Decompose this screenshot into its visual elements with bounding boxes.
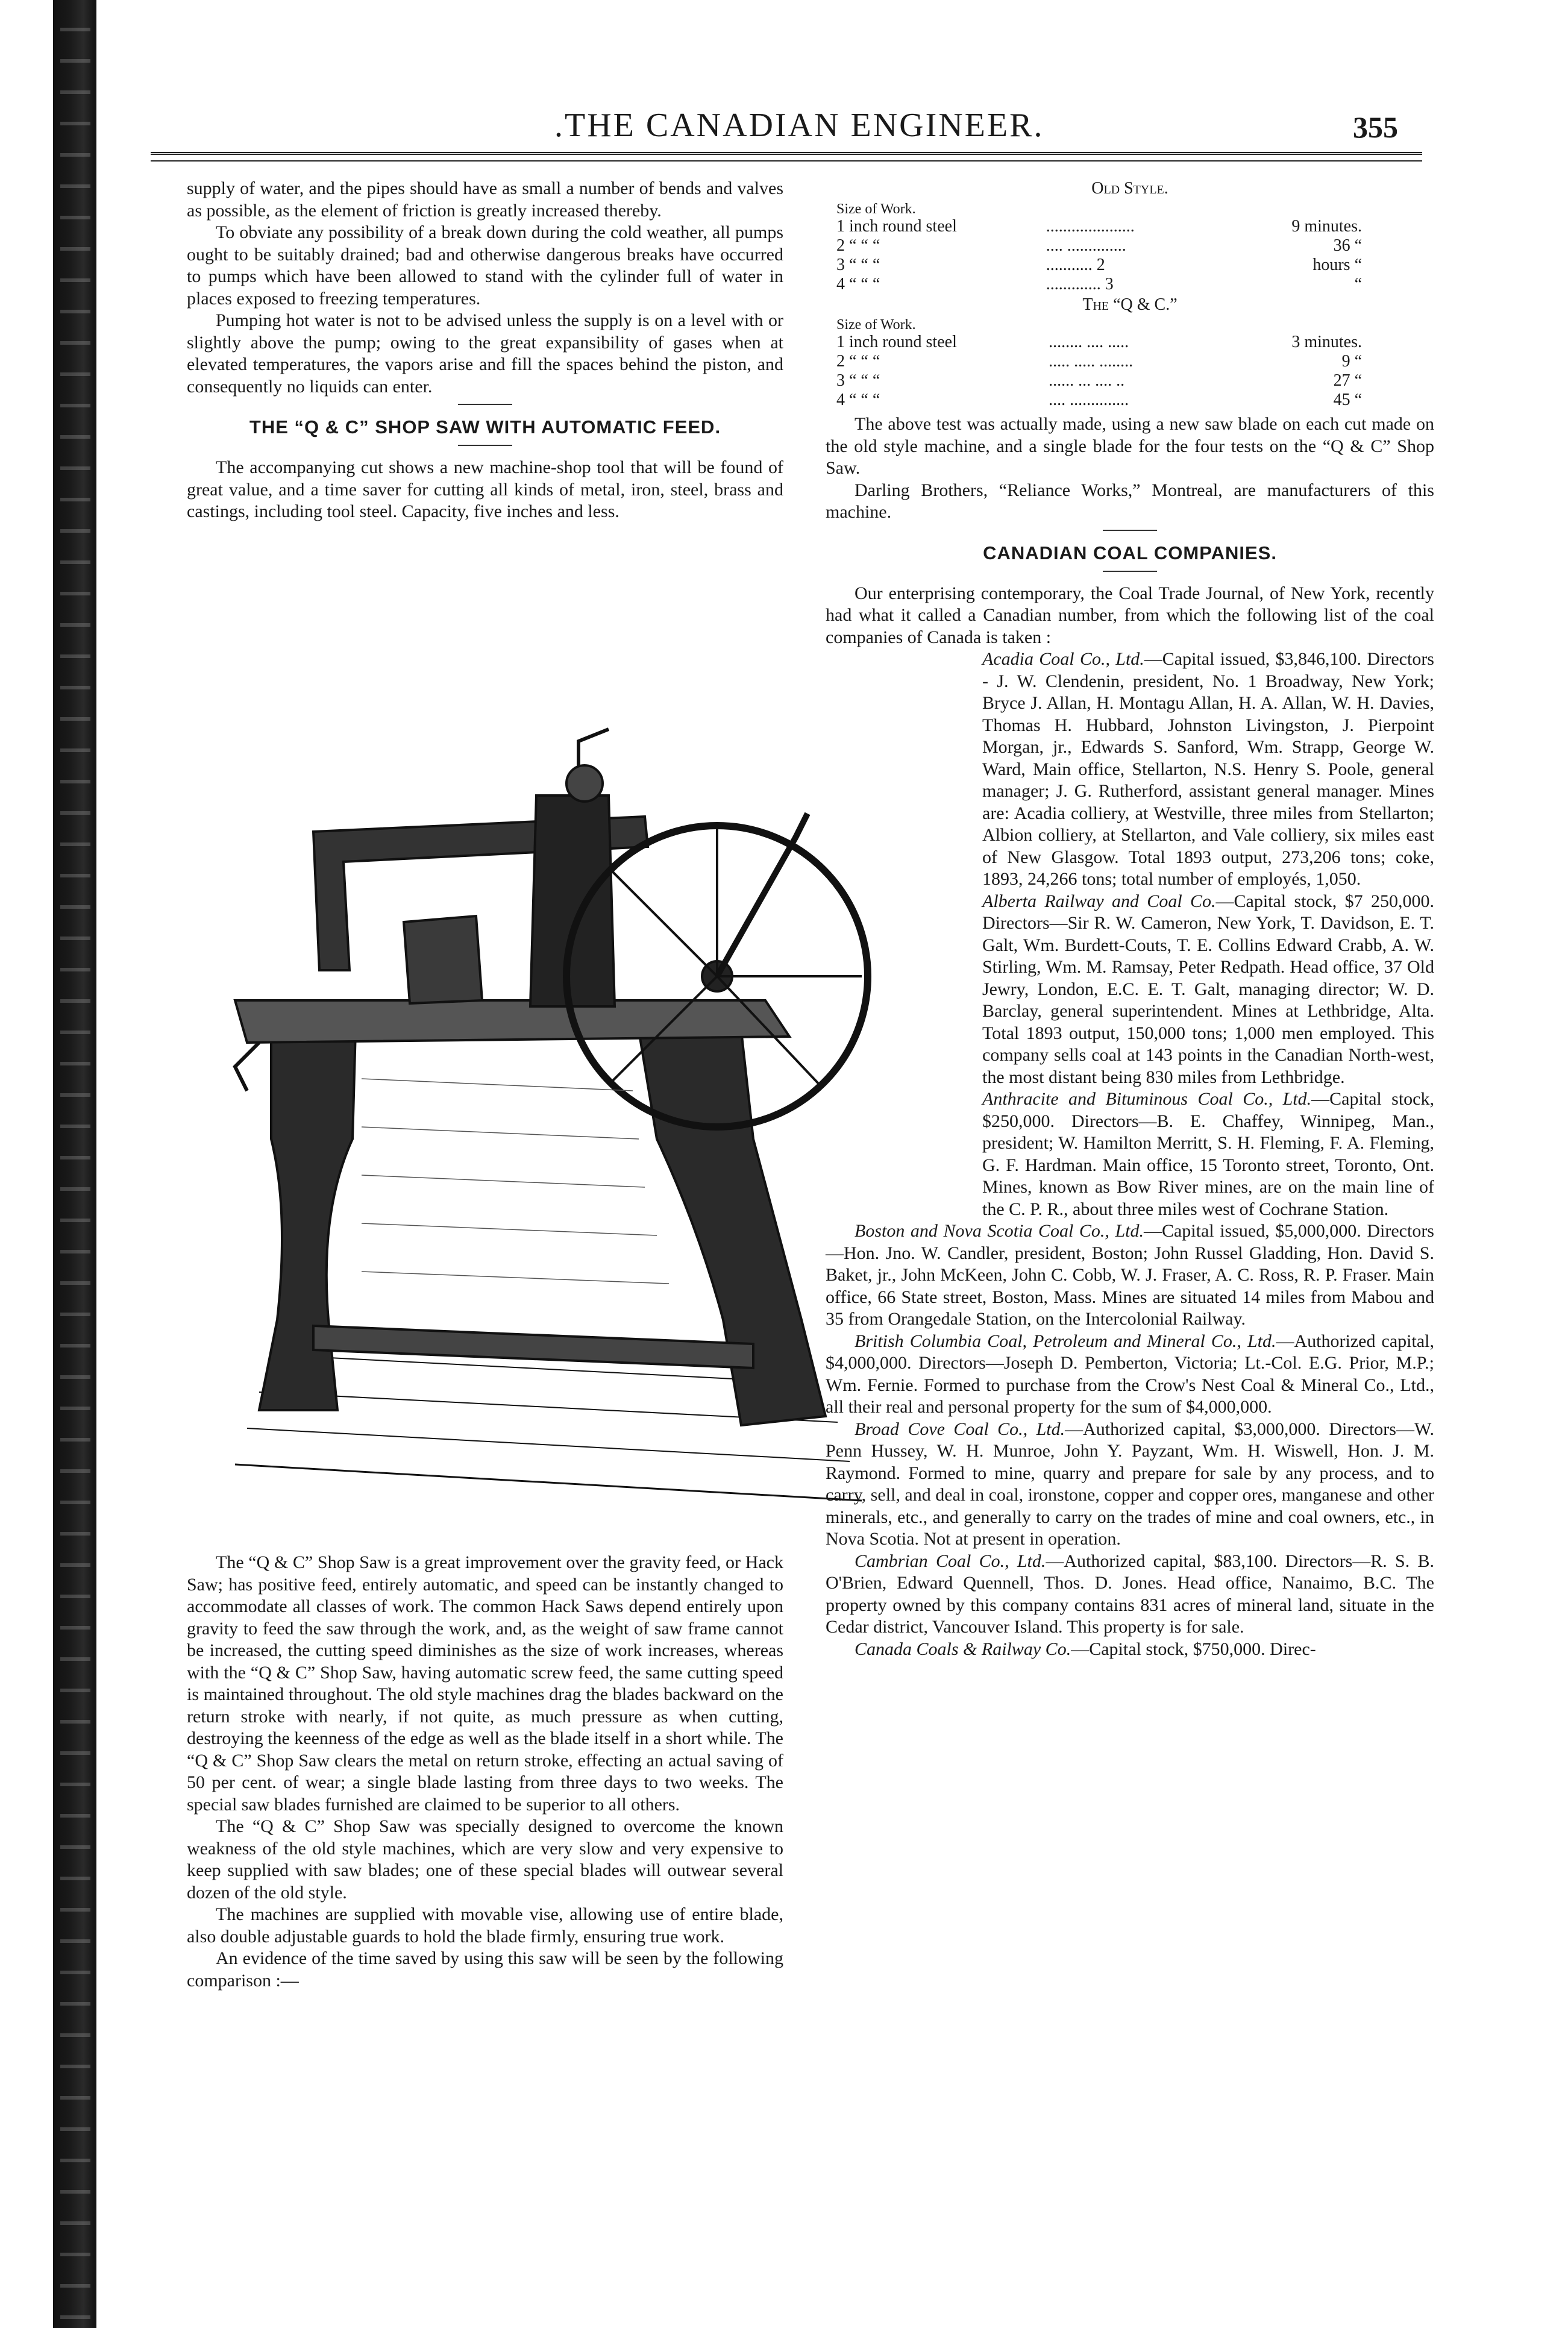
table-row: 4 “ “ “ ............. 3 “: [836, 274, 1362, 293]
left-column-bottom: [187, 1552, 783, 1992]
company-name: Canada Coals & Railway Co.: [855, 1639, 1071, 1659]
company-name: Alberta Railway and Coal Co.: [982, 891, 1216, 911]
entry-british-columbia: British Columbia Coal, Petroleum and Mineral Co., Ltd.—Authorized capital, $4,000,000. Directors—Joseph D. Pemberton, Victoria; Lt.-Col. E.G. Prior, M.P.; Wm. Fernie. Formed to purchase from the Crow's Nest Coal & Mineral Co., Ltd., all their real and personal property for the sum of $4,000,000.: [826, 1331, 1434, 1417]
upright-column: [530, 795, 615, 1006]
section-divider: [458, 404, 512, 405]
vise-crank: [235, 1043, 259, 1091]
paragraph-designed: The “Q & C” Shop Saw was specially designed to overcome the known weakness of the old style machines, which are very slow and very expensive to keep supplied with saw blades; one of these special blades will outwear several dozen of the old style.: [187, 1816, 783, 1903]
section-divider: [458, 445, 512, 446]
size-of-work-label: Size of Work.: [836, 317, 916, 333]
company-name: Boston and Nova Scotia Coal Co., Ltd.: [855, 1221, 1144, 1241]
old-style-heading: Old Style.: [1091, 179, 1168, 198]
company-name: British Columbia Coal, Petroleum and Mineral Co., Ltd.: [855, 1331, 1276, 1351]
binding-texture: [60, 0, 90, 2328]
table-row: 2 “ “ “ ..... ..... ........ 9 “: [836, 352, 1362, 371]
entry-canada-coals: Canada Coals & Railway Co.—Capital stock, $750,000. Direc-: [855, 1639, 1316, 1659]
paragraph-pumps-supply: supply of water, and the pipes should have as small a number of bends and valves as possible, as the element of friction is greatly increased thereby.: [187, 178, 783, 221]
shop-saw-engraving: [223, 717, 880, 1555]
vise: [404, 916, 482, 1003]
article-heading-coal: CANADIAN COAL COMPANIES.: [983, 542, 1277, 563]
lever-handle: [717, 814, 808, 976]
table-row: 1 inch round steel ........ .... ..... 3 minutes.: [836, 333, 1362, 351]
header-rule: [151, 152, 1422, 155]
paragraph-darling: Darling Brothers, “Reliance Works,” Montreal, are manufacturers of this machine.: [826, 480, 1434, 522]
entry-acadia: Acadia Coal Co., Ltd.—Capital issued, $3,846,100. Directors - J. W. Clendenin, president, No. 1 Broadway, New York; Bryce J. Allan, H. Montagu Allan, H. A. Allan, W. H. Davies, Thomas H. Hubbard, Johnston Livingston, J. Pierpoint Morgan, jr., Edwards S. Sanford, Wm. Strapp, George W. Ward, Main office, Stellarton, N.S. Henry S. Poole, general manager; J. G. Rutherford, assistant general manager. Mines are: Acadia colliery, at Westville, three miles from Stellarton; Albion colliery, at Stellarton, and Vale colliery, six miles east of New Glasgow. Total 1893 output, 273,206 tons; coke, 1893, 24,266 tons; total number of employés, 1,050.: [982, 649, 1434, 889]
entry-boston: Boston and Nova Scotia Coal Co., Ltd.—Capital issued, $5,000,000. Directors—Hon. Jno. W. Candler, president, Boston; John Russel Gladding, Hon. David S. Baket, jr., John McKeen, John C. Cobb, W. J. Fraser, A. C. Ross, R. P. Fraser. Main office, 66 State street, Boston, Mass. Mines are situated 14 miles from Mabou and 35 from Orangedale Station, on the Intercolonial Railway.: [826, 1221, 1434, 1329]
paragraph-improvement: The “Q & C” Shop Saw is a great improvement over the gravity feed, or Hack Saw; has positive feed, entirely automatic, and speed can be instantly changed to accommodate all classes of work. The common Hack Saws depend entirely upon gravity to feed the saw through the work, and, as the weight of saw frame cannot be increased, the cutting speed diminishes as the size of work increases, whereas with the “Q & C” Shop Saw, having automatic screw feed, the same cutting speed is maintained throughout. The old style machines drag the blades backward on the return stroke with nearly, if not quite, as much pressure as when cutting, destroying the keenness of the edge as well as the blade itself in a short while. The “Q & C” Shop Saw clears the metal on return stroke, effecting an actual saving of 50 per cent. of wear; a single blade lasting from three days to two weeks. The special saw blades furnished are claimed to be superior to all others.: [187, 1552, 783, 1815]
section-divider: [1103, 530, 1157, 531]
left-leg: [259, 1031, 356, 1410]
article-heading-shop-saw: THE “Q & C” SHOP SAW WITH AUTOMATIC FEED.: [249, 416, 721, 438]
paragraph-movable-vise: The machines are supplied with movable vise, allowing use of entire blade, also double adjustable guards to hold the blade firmly, ensuring true work.: [187, 1904, 783, 1947]
table-row: 1 inch round steel ..................... 9 minutes.: [836, 216, 1362, 236]
page-number: 355: [1353, 110, 1398, 144]
table-row: 3 “ “ “ ...... ... .... .. 27 “: [836, 371, 1362, 390]
company-name: Broad Cove Coal Co., Ltd.: [855, 1419, 1065, 1439]
company-name: Acadia Coal Co., Ltd.: [982, 649, 1144, 669]
entry-broad-cove: Broad Cove Coal Co., Ltd.—Authorized capital, $3,000,000. Directors—W. Penn Hussey, W. H. Munroe, John Y. Payzant, Wm. H. Wiswell, Hon. J. M. Raymond. Formed to mine, quarry and prepare for sale by any process, and to carry, sell, and deal in coal, ironstone, copper and copper ores, manganese and other minerals, etc., and generally to carry on the trades of mine and coal owners, etc., in Nova Scotia. Not at present in operation.: [826, 1419, 1435, 1549]
paragraph-test: The above test was actually made, using a new saw blade on each cut made on the old style machine, and a single blade for the four tests on the “Q & C” Shop Saw.: [826, 414, 1434, 478]
left-column-top: [187, 178, 783, 523]
paragraph-evidence: An evidence of the time saved by using this saw will be seen by the following comparison :—: [187, 1948, 783, 1991]
paragraph-hot-water: Pumping hot water is not to be advised unless the supply is on a level with or slightly above the pump; owing to the great expansibility of gases when at elevated temperatures, the vapors arise and fill the spaces behind the piston, and consequently no liquids can enter.: [187, 310, 783, 397]
base-rail: [313, 1326, 753, 1368]
table-row: 2 “ “ “ .... .............. 36 “: [836, 236, 1362, 255]
section-divider: [1103, 571, 1157, 572]
paragraph-accompanying-cut: The accompanying cut shows a new machine-shop tool that will be found of great value, and a time saver for cutting all kinds of metal, iron, steel, brass and castings, including tool steel. Capacity, five inches and less.: [187, 457, 783, 521]
qc-heading: The “Q & C.”: [1082, 295, 1178, 314]
page-header: [151, 96, 1422, 145]
paragraph-cold-weather: To obviate any possibility of a break down during the cold weather, all pumps ought to be suitably drained; bad and otherwise dangerous breaks have occurred to pumps which have been allowed to stand with the cylinder full of water in places exposed to freezing temperatures.: [187, 222, 783, 309]
company-name: Cambrian Coal Co., Ltd.: [855, 1551, 1046, 1571]
table-row: 4 “ “ “ .... .............. 45 “: [836, 391, 1362, 409]
old-style-table: [826, 201, 1434, 294]
header-rule-thin: [151, 160, 1422, 162]
qc-table: [826, 317, 1434, 410]
running-title: .THE CANADIAN ENGINEER.: [554, 107, 1044, 144]
table-row: 3 “ “ “ ........... 2 hours “: [836, 255, 1362, 274]
company-name: Anthracite and Bituminous Coal Co., Ltd.: [982, 1089, 1312, 1109]
right-column-top: [826, 178, 1434, 1660]
entry-cambrian: Cambrian Coal Co., Ltd.—Authorized capital, $83,100. Directors—R. S. B. O'Brien, Edward Quennell, Thos. D. Jones. Head office, Nanaimo, B.C. The property owned by this company contains 831 acres of mineral land, situate in the Cedar district, Vancouver Island. This property is for sale.: [826, 1551, 1434, 1637]
size-of-work-label: Size of Work.: [836, 201, 916, 217]
entry-alberta: Alberta Railway and Coal Co.—Capital stock, $7 250,000. Directors—Sir R. W. Cameron, New York, T. Davidson, E. T. Galt, Wm. Burdett-Couts, T. E. Collins Edward Crabb, A. W. Stirling, Wm. M. Ramsay, Peter Redpath. Head office, 37 Old Jewry, London, E.C. E. T. Galt, managing director; W. D. Barclay, general superintendent. Mines at Lethbridge, Alta. Total 1893 output, 150,000 tons; 1,000 men employed. This company sells coal at 143 points in the Canadian North-west, the most distant being 830 miles from Lethbridge.: [982, 891, 1434, 1087]
table-top: [235, 1000, 789, 1043]
entry-anthracite: Anthracite and Bituminous Coal Co., Ltd.—Capital stock, $250,000. Directors—B. E. Chaffey, Winnipeg, Man., president; W. Hamilton Merritt, S. H. Fleming, F. A. Fleming, G. F. Hardman. Main office, 15 Toronto street, Toronto, Ont. Mines, known as Bow River mines, are on the main line of the C. P. R., about three miles west of Cochrane Station.: [982, 1089, 1434, 1219]
paragraph-intro: Our enterprising contemporary, the Coal Trade Journal, of New York, recently had what it called a Canadian number, from which the following list of the coal companies of Canada is taken :: [826, 583, 1434, 647]
